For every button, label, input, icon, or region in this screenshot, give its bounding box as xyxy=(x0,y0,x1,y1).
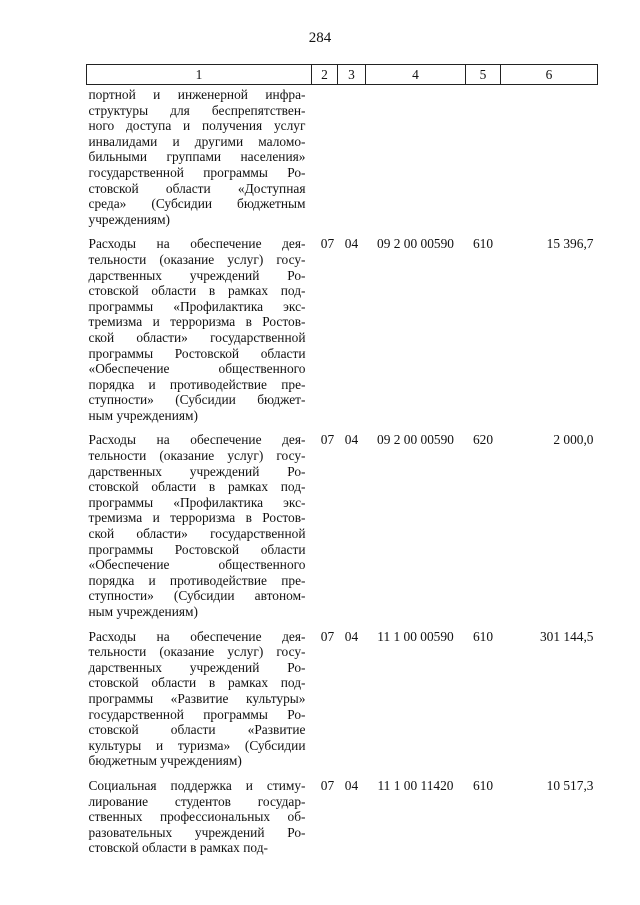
row-expense-type xyxy=(466,85,501,228)
row-expense-type: 610 xyxy=(472,628,494,644)
header-col-4: 4 xyxy=(366,65,466,85)
budget-table xyxy=(86,64,598,856)
row-subsection-code: 04 xyxy=(344,777,359,793)
description-line: стовской области в рамках под- xyxy=(88,840,268,856)
description-line: стовской области «Развитие xyxy=(88,722,306,738)
description-line: инвалидами и другими маломо- xyxy=(88,133,306,149)
row-target-article: 11 1 00 11420 xyxy=(377,777,454,793)
description-line: дарственных учреждений Ро- xyxy=(88,267,306,283)
row-description xyxy=(87,423,312,619)
page-number: 284 xyxy=(308,30,332,46)
description-line: дарственных учреждений Ро- xyxy=(88,463,306,479)
description-line: «Обеспечение общественного xyxy=(88,361,306,377)
description-line: тельности (оказание услуг) госу- xyxy=(88,448,306,464)
description-line: программы «Развитие культуры» xyxy=(88,690,306,706)
description-line: ным учреждениям) xyxy=(88,407,198,423)
row-expense-type: 610 xyxy=(472,777,494,793)
description-line: тельности (оказание услуг) госу- xyxy=(88,251,306,267)
table-row xyxy=(87,423,598,619)
description-line: Расходы на обеспечение дея- xyxy=(88,236,306,252)
row-amount xyxy=(501,85,598,228)
description-line: стовской области в рамках под- xyxy=(88,283,306,299)
description-line: программы «Профилактика экс- xyxy=(88,298,306,314)
description-line: стовской области в рамках под- xyxy=(88,675,306,691)
description-line: «Обеспечение общественного xyxy=(88,557,306,573)
row-description xyxy=(87,769,312,856)
description-line: тельности (оказание услуг) госу- xyxy=(88,644,306,660)
row-section-code xyxy=(312,85,338,228)
row-subsection-code xyxy=(338,85,366,228)
table-row xyxy=(87,227,598,423)
row-amount: 10 517,3 xyxy=(546,777,594,793)
description-line: программы Ростовской области xyxy=(88,345,306,361)
description-line: стовской области в рамках под- xyxy=(88,479,306,495)
table-row xyxy=(87,85,598,228)
description-line: ным учреждениям) xyxy=(88,604,198,619)
description-line: тремизма и терроризма в Ростов- xyxy=(88,314,306,330)
description-line: структуры для беспрепятствен- xyxy=(88,102,306,118)
description-line: Социальная поддержка и стиму- xyxy=(88,777,306,793)
description-line: ской области» государственной xyxy=(88,526,306,542)
row-section-code: 07 xyxy=(320,236,335,252)
description-line: стовской области «Доступная xyxy=(88,180,306,196)
description-line: культуры и туризма» (Субсидии xyxy=(88,737,306,753)
description-line: бильными группами населения» xyxy=(88,149,306,165)
description-line: Расходы на обеспечение дея- xyxy=(88,432,306,448)
description-line: портной и инженерной инфра- xyxy=(88,87,306,102)
description-line: ступности» (Субсидии бюджет- xyxy=(88,392,306,408)
table-body xyxy=(87,85,598,856)
description-line: Расходы на обеспечение дея- xyxy=(88,628,306,644)
description-line: ступности» (Субсидии автоном- xyxy=(88,588,306,604)
description-line: программы «Профилактика экс- xyxy=(88,494,306,510)
header-col-1: 1 xyxy=(87,65,312,85)
row-description xyxy=(87,227,312,423)
row-subsection-code: 04 xyxy=(344,236,359,252)
description-line: разовательных учреждений Ро- xyxy=(88,824,306,840)
row-target-article xyxy=(366,85,466,228)
row-target-article: 09 2 00 00590 xyxy=(377,432,454,448)
description-line: бюджетным учреждениям) xyxy=(88,753,242,769)
row-amount: 2 000,0 xyxy=(553,432,594,448)
description-line: государственной программы Ро- xyxy=(88,706,306,722)
description-line: ственных профессиональных об- xyxy=(88,809,306,825)
description-line: дарственных учреждений Ро- xyxy=(88,659,306,675)
row-amount: 15 396,7 xyxy=(546,236,594,252)
row-expense-type: 610 xyxy=(472,236,494,252)
header-col-5: 5 xyxy=(466,65,501,85)
row-target-article: 09 2 00 00590 xyxy=(377,236,454,252)
row-description xyxy=(87,620,312,769)
description-line: порядка и противодействие пре- xyxy=(88,376,306,392)
row-expense-type: 620 xyxy=(472,432,494,448)
row-description xyxy=(87,85,312,228)
table-row xyxy=(87,769,598,856)
description-line: лирование студентов государ- xyxy=(88,793,306,809)
row-subsection-code: 04 xyxy=(344,432,359,448)
row-target-article: 11 1 00 00590 xyxy=(377,628,454,644)
description-line: учреждениям) xyxy=(88,211,171,227)
description-line: программы Ростовской области xyxy=(88,541,306,557)
description-line: тремизма и терроризма в Ростов- xyxy=(88,510,306,526)
description-line: ской области» государственной xyxy=(88,329,306,345)
description-line: государственной программы Ро- xyxy=(88,164,306,180)
header-col-6: 6 xyxy=(501,65,598,85)
header-col-3: 3 xyxy=(338,65,366,85)
description-line: среда» (Субсидии бюджетным xyxy=(88,196,306,212)
table-row xyxy=(87,620,598,769)
table-header-row xyxy=(87,65,598,85)
header-col-2: 2 xyxy=(312,65,338,85)
row-section-code: 07 xyxy=(320,777,335,793)
description-line: порядка и противодействие пре- xyxy=(88,572,306,588)
row-amount: 301 144,5 xyxy=(539,628,594,644)
row-section-code: 07 xyxy=(320,432,335,448)
description-line: ного доступа и получения услуг xyxy=(88,118,306,134)
row-section-code: 07 xyxy=(320,628,335,644)
row-subsection-code: 04 xyxy=(344,628,359,644)
